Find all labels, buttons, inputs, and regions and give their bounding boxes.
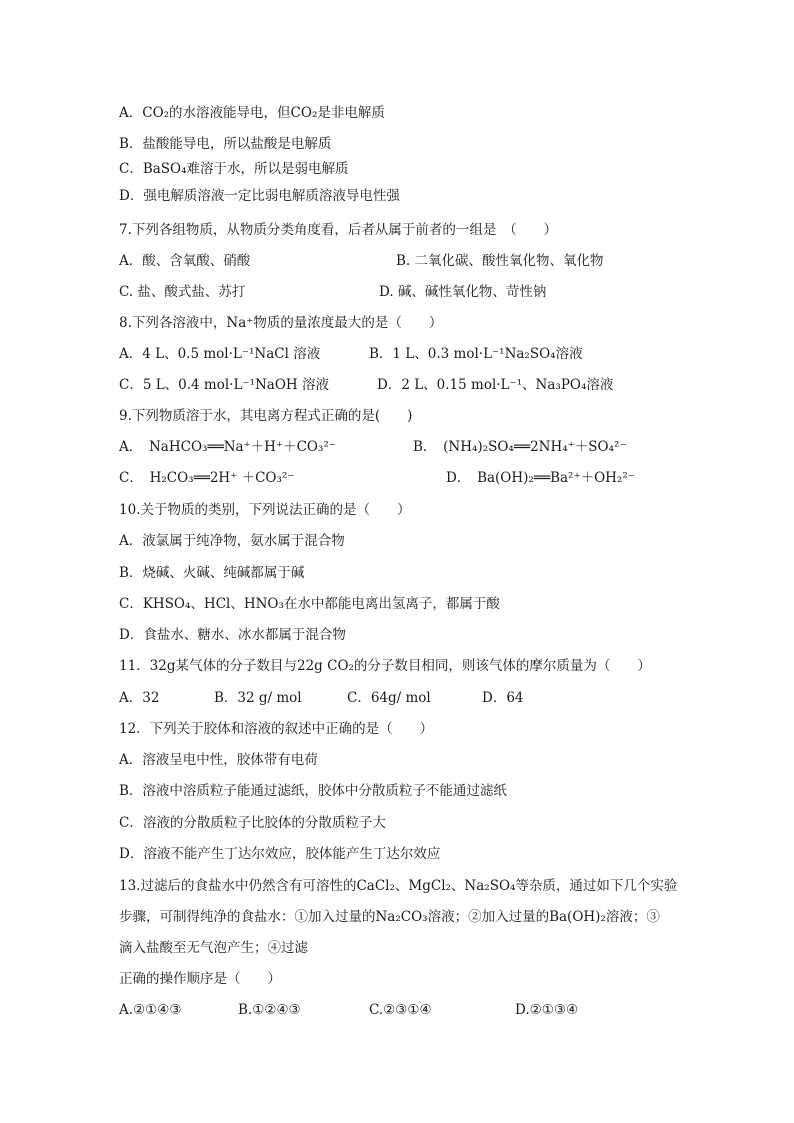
q13-option-c: C.②③①④: [369, 1002, 432, 1018]
q7-option-b: B. 二氧化碳、酸性氧化物、氧化物: [396, 253, 604, 269]
q12-option-d: D．溶液不能产生丁达尔效应，胶体能产生丁达尔效应: [119, 846, 441, 862]
q8-option-c: C．5 L、0.4 mol·L⁻¹NaOH 溶液: [119, 377, 329, 393]
q13-prompt: 正确的操作顺序是（ ）: [119, 971, 281, 987]
q7-stem: 7.下列各组物质，从物质分类角度看，后者从属于前者的一组是 （ ）: [119, 222, 558, 238]
q8-option-d: D．2 L、0.15 mol·L⁻¹、Na₃PO₄溶液: [377, 377, 614, 393]
q7-option-a: A．酸、含氧酸、硝酸: [119, 253, 251, 269]
q6-option-d: D．强电解质溶液一定比弱电解质溶液导电性强: [119, 188, 400, 204]
q12-option-a: A．溶液呈电中性，胶体带有电荷: [119, 752, 318, 768]
q11-option-b: B．32 g/ mol: [214, 690, 302, 706]
q10-option-b: B．烧碱、火碱、纯碱都属于碱: [119, 565, 305, 581]
q6-option-c: C．BaSO₄难溶于水，所以是弱电解质: [119, 161, 349, 177]
q10-option-a: A．液氯属于纯净物，氨水属于混合物: [119, 533, 345, 549]
q12-option-c: C．溶液的分散质粒子比胶体的分散质粒子大: [119, 815, 386, 831]
q12-option-b: B．溶液中溶质粒子能通过滤纸，胶体中分散质粒子不能通过滤纸: [119, 783, 507, 799]
q8-option-b: B．1 L、0.3 mol·L⁻¹Na₂SO₄溶液: [369, 346, 583, 362]
q13-option-d: D.②①③④: [515, 1002, 579, 1018]
q10-option-d: D．食盐水、糖水、冰水都属于混合物: [119, 627, 346, 643]
q10-stem: 10.关于物质的类别，下列说法正确的是（ ）: [119, 502, 411, 518]
q9-option-d: D． Ba(OH)₂══Ba²⁺＋OH₂²⁻: [446, 470, 635, 486]
q13-stem-line1: 13.过滤后的食盐水中仍然含有可溶性的CaCl₂、MgCl₂、Na₂SO₄等杂质，通过如下几个实验: [119, 878, 678, 894]
q13-option-a: A.②①④③: [119, 1002, 182, 1018]
q9-option-a: A． NaHCO₃══Na⁺＋H⁺＋CO₃²⁻: [119, 439, 336, 455]
q11-option-d: D．64: [482, 690, 524, 706]
q6-option-a: A．CO₂的水溶液能导电，但CO₂是非电解质: [119, 105, 385, 121]
q7-option-c: C. 盐、酸式盐、苏打: [119, 284, 246, 300]
q7-option-d: D. 碱、碱性氧化物、苛性钠: [379, 284, 547, 300]
q13-stem-line3: 滴入盐酸至无气泡产生；④过滤: [119, 940, 308, 956]
q8-stem: 8.下列各溶液中，Na⁺物质的量浓度最大的是（ ）: [119, 315, 443, 331]
q11-option-c: C．64g/ mol: [347, 690, 431, 706]
q10-option-c: C．KHSO₄、HCl、HNO₃在水中都能电离出氢离子，都属于酸: [119, 596, 500, 612]
q9-stem: 9.下列物质溶于水，其电离方程式正确的是( ): [119, 408, 413, 424]
q12-stem: 12．下列关于胶体和溶液的叙述中正确的是（ ）: [119, 721, 434, 737]
q13-stem-line2: 步骤，可制得纯净的食盐水：①加入过量的Na₂CO₃溶液；②加入过量的Ba(OH)₂溶液；③: [119, 909, 660, 925]
q11-stem: 11．32g某气体的分子数目与22g CO₂的分子数目相同，则该气体的摩尔质量为（ ）: [119, 658, 651, 674]
q6-option-b: B．盐酸能导电，所以盐酸是电解质: [119, 136, 332, 152]
q9-option-c: C． H₂CO₃══2H⁺ ＋CO₃²⁻: [119, 470, 295, 486]
q13-option-b: B.①②④③: [238, 1002, 301, 1018]
q9-option-b: B． (NH₄)₂SO₄══2NH₄⁺＋SO₄²⁻: [413, 439, 627, 455]
q8-option-a: A．4 L、0.5 mol·L⁻¹NaCl 溶液: [119, 346, 321, 362]
q11-option-a: A．32: [119, 690, 160, 706]
